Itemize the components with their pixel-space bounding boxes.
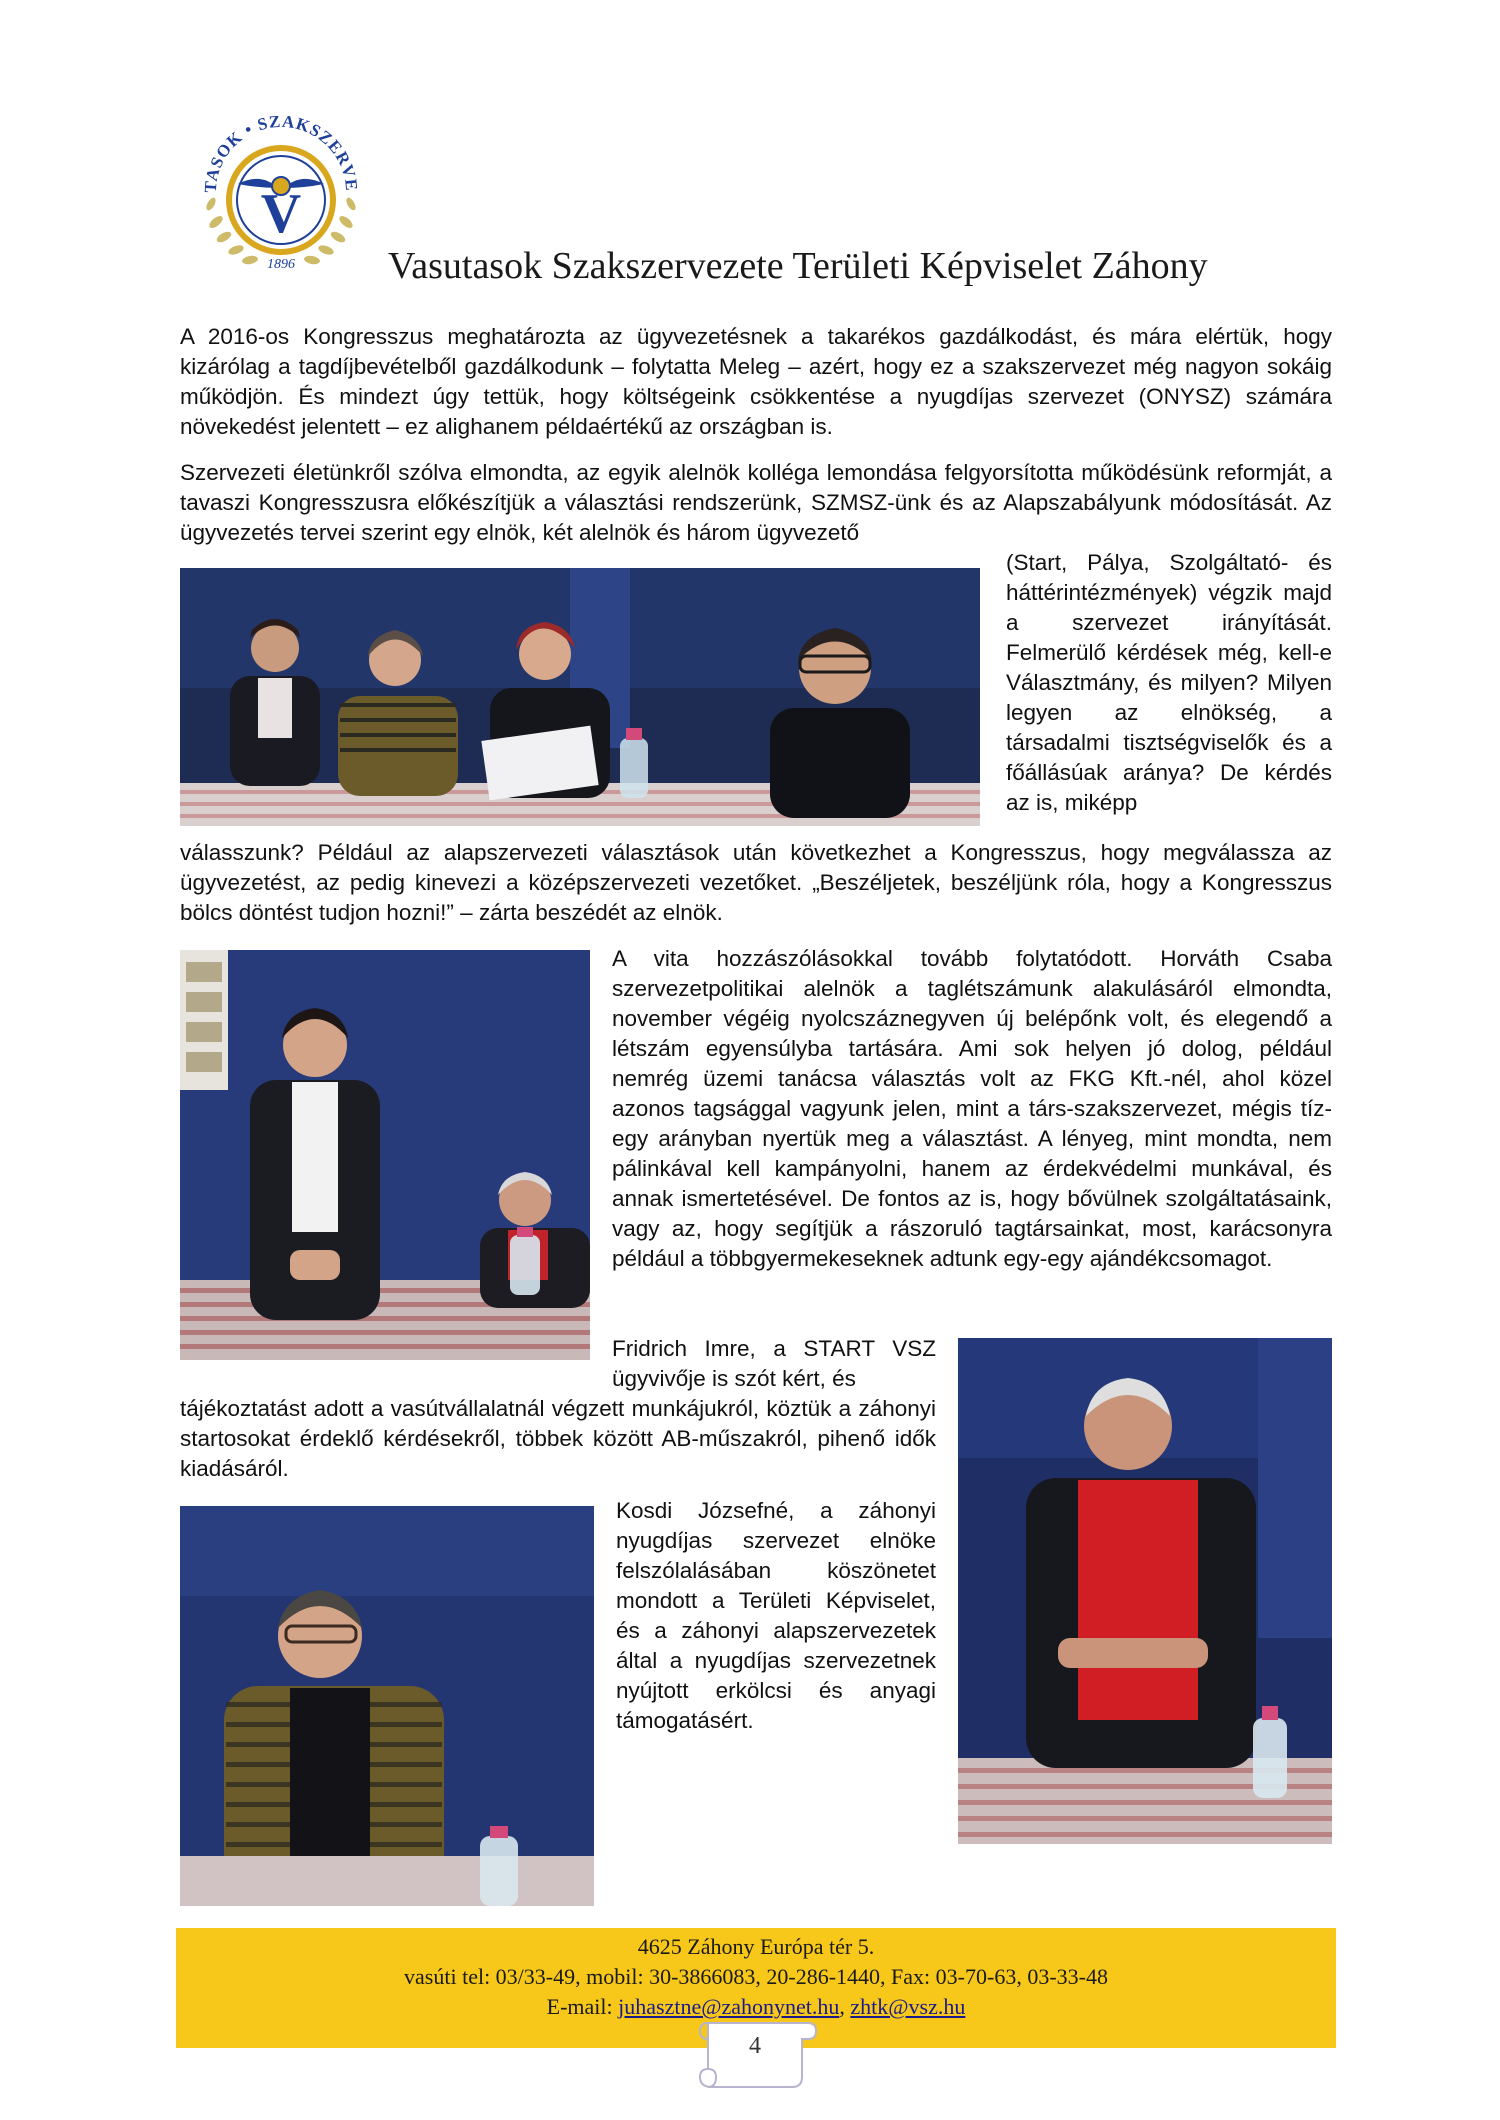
logo-letter: V <box>260 183 302 245</box>
page-title: Vasutasok Szakszervezete Területi Képviselet Záhony <box>388 245 1208 287</box>
footer-email-separator: , <box>839 1994 845 2019</box>
photo-standing-speaker <box>180 950 590 1360</box>
paragraph-3: A vita hozzászólásokkal tovább folytatódott. Horváth Csaba szervezetpolitikai alelnök a taglétszámunk alakulásáról elmondta, november végéig nyolcszáznegyven új belépőnk volt, és elegendő a létszám egyensúlyba tartására. Ami sok helyen jó dolog, például nemrég üzemi tanácsa választás volt az FKG Kft.-nél, ahol közel azonos tagsággal vagyunk jelen, mint a társ-szakszervezet, mégis tíz-egy arányban nyertük meg a választást. A lényeg, mint mondta, nem pálinkával kell kampányolni, hanem az érdekvédelmi munkával, és annak ismertetésével. De fontos az is, hogy bővülnek szolgáltatásaink, vagy az, hogy segítjük a rászoruló tagtársainkat, most, karácsonyra például a többgyermekeseknek adtunk egy-egy ajándékcsomagot. <box>612 946 1332 1271</box>
footer-address: 4625 Záhony Európa tér 5. <box>637 1934 875 1959</box>
paragraph-4-rest: tájékoztatást adott a vasútvállalatnál végzett munkájukról, köztük a záhonyi startosokat érdeklő kérdésekről, többek között AB-műszakról, pihenő idők kiadásáról. <box>180 1396 936 1481</box>
email-link-zhtk[interactable]: zhtk@vsz.hu <box>850 1994 966 2019</box>
page-number: 4 <box>749 2033 761 2059</box>
paragraph-2-bottom: válasszunk? Például az alapszervezeti választások után következhet a Kongresszus, hogy megválassza az ügyvezetést, az pedig kinevezi a középszervezeti vezetőket. „Beszéljetek, beszéljünk róla, hogy a Kongresszus bölcs döntést tudjon hozni!” – zárta beszédét az elnök. <box>180 840 1332 925</box>
footer-email-label: E-mail: <box>546 1994 613 2019</box>
paragraph-5: Kosdi Józsefné, a záhonyi nyugdíjas szervezet elnöke felszólalásában köszönetet mondott a Területi Képviselet, és a záhonyi alapszervezetek által a nyugdíjas szervezetnek nyújtott erkölcsi és anyagi támogatásért. <box>616 1498 936 1733</box>
logo-arc-text: TASOK • SZAKSZERVE <box>200 111 362 194</box>
paragraph-1: A 2016-os Kongresszus meghatározta az ügyvezetésnek a takarékos gazdálkodást, és mára elértük, hogy kizárólag a tagdíjbevételből gazdálkodunk – folytatta Meleg – azért, hogy ez a szakszervezet még nagyon sokáig működjön. És mindezt úgy tettük, hogy költségeink csökkentése a nyugdíjas szervezet (ONYSZ) számára növekedést jelentett – ez alighanem példaértékű az országban is. <box>180 324 1332 439</box>
email-link-juhasztne[interactable]: juhasztne@zahonynet.hu <box>618 1994 840 2019</box>
photo-woman-speaker <box>180 1506 594 1906</box>
logo-year: 1896 <box>267 257 295 272</box>
union-logo <box>186 92 376 282</box>
paragraph-2-top: Szervezeti életünkről szólva elmondta, az egyik alelnök kolléga lemondása felgyorsította működésünk reformját, a tavaszi Kongresszusra előkészítjük a választási rendszerünk, SZMSZ-ünk és az Alapszabályunk módosítását. Az ügyvezetés tervei szerint egy elnök, két alelnök és három ügyvezető <box>180 460 1332 545</box>
photo-red-shirt-speaker <box>958 1338 1332 1844</box>
footer-phones: vasúti tel: 03/33-49, mobil: 30-3866083, 20-286-1440, Fax: 03-70-63, 03-33-48 <box>404 1964 1108 1989</box>
photo-committee-table <box>180 568 980 826</box>
paragraph-4-side: Fridrich Imre, a START VSZ ügyvivője is szót kért, és <box>612 1336 936 1391</box>
paragraph-2-side: (Start, Pálya, Szolgáltató- és háttérintézmények) végzik majd a szervezet irányítását. Felmerülő kérdések még, kell-e Választmány, és milyen? Milyen legyen az elnökség, a társadalmi tisztségviselők és a főállásúak aránya? De kérdés az is, miképp <box>1006 550 1332 815</box>
page-number-badge <box>690 2015 820 2095</box>
